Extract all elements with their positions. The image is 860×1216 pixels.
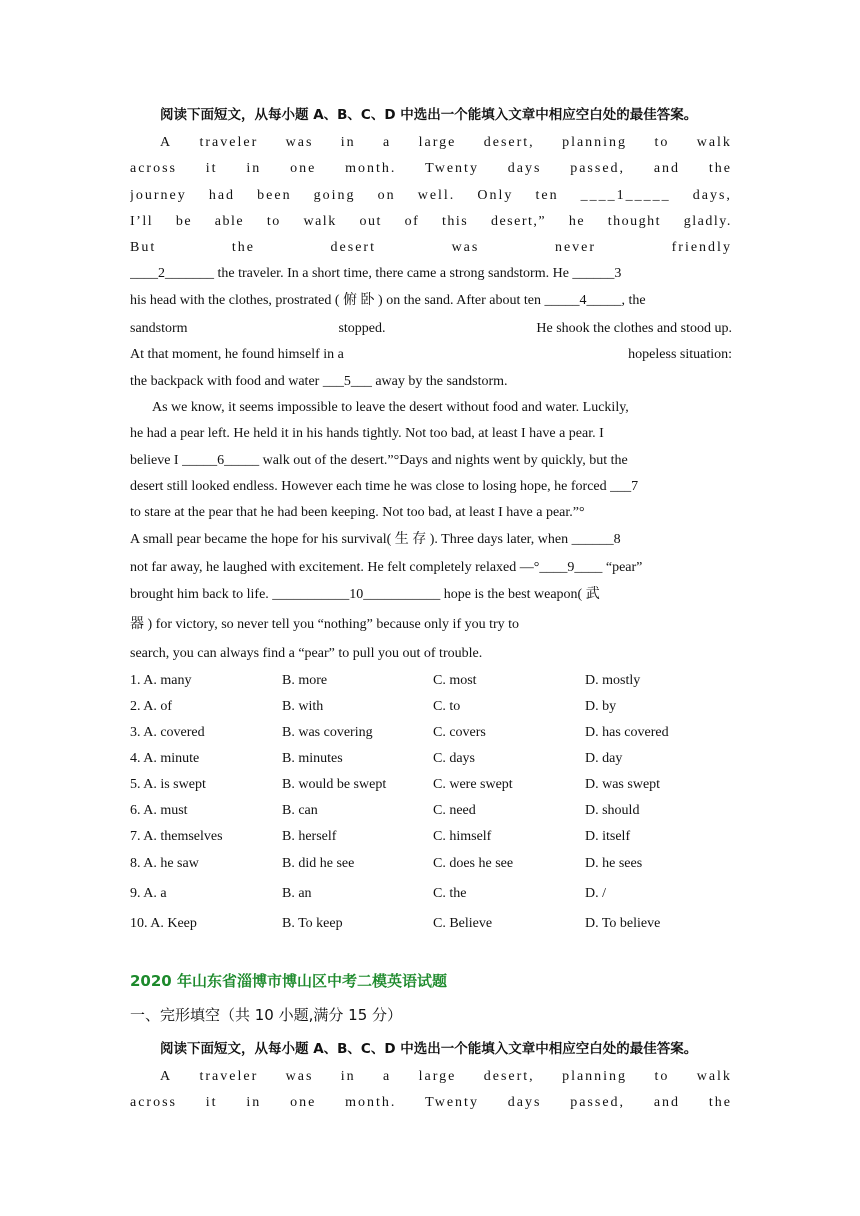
exam-title: 2020 年山东省淄博市博山区中考二模英语试题 bbox=[130, 972, 447, 990]
option-c: C. to bbox=[433, 699, 461, 714]
word: one bbox=[290, 161, 317, 176]
word: the bbox=[708, 1095, 732, 1110]
option-c: C. most bbox=[433, 673, 477, 688]
word: and bbox=[653, 1095, 681, 1110]
word: in bbox=[340, 135, 356, 150]
passage-line-6: ____2_______ the traveler. In a short time, there came a strong sandstorm. He ______3 bbox=[130, 266, 622, 281]
passage-line-15: to stare at the pear that he had been keeping. Not too bad, at least I have a pear.”° bbox=[130, 505, 585, 520]
option-c: C. Believe bbox=[433, 916, 493, 931]
word: across bbox=[130, 161, 177, 176]
option-n: 9. A. a bbox=[130, 886, 167, 901]
word: A bbox=[160, 1069, 173, 1084]
word: walk bbox=[303, 214, 337, 229]
section-title: 一、完形填空（共 10 小题,满分 15 分） bbox=[130, 1006, 403, 1024]
word: A bbox=[160, 135, 173, 150]
option-b: B. was covering bbox=[282, 725, 373, 740]
word: traveler bbox=[199, 1069, 259, 1084]
option-d: D. / bbox=[585, 886, 606, 901]
word: Only bbox=[477, 188, 514, 203]
passage-line-4 bbox=[130, 213, 732, 231]
word: At that moment, he found himself in a bbox=[130, 347, 344, 362]
option-b: B. can bbox=[282, 803, 318, 818]
word: on bbox=[377, 188, 396, 203]
passage-line-10: the backpack with food and water ___5___ away by the sandstorm. bbox=[130, 374, 508, 389]
word: well. bbox=[417, 188, 456, 203]
word: in bbox=[340, 1069, 356, 1084]
passage-line-20: search, you can always find a “pear” to pull you out of trouble. bbox=[130, 646, 483, 661]
word: had bbox=[208, 188, 236, 203]
word: been bbox=[257, 188, 292, 203]
word: never bbox=[554, 240, 597, 255]
word: it bbox=[205, 161, 218, 176]
option-b: B. more bbox=[282, 673, 328, 688]
word: Twenty bbox=[425, 1095, 479, 1110]
option-n: 1. A. many bbox=[130, 673, 192, 688]
option-n: 10. A. Keep bbox=[130, 916, 197, 931]
word: friendly bbox=[671, 240, 732, 255]
option-b: B. did he see bbox=[282, 856, 355, 871]
word: was bbox=[451, 240, 480, 255]
passage-line-2 bbox=[130, 160, 732, 178]
option-c: C. need bbox=[433, 803, 476, 818]
word: thought bbox=[607, 214, 662, 229]
word: to bbox=[654, 1069, 670, 1084]
word: he bbox=[568, 214, 586, 229]
word: a bbox=[383, 135, 392, 150]
word: walk bbox=[696, 1069, 732, 1084]
word: month. bbox=[345, 161, 397, 176]
option-b: B. To keep bbox=[282, 916, 343, 931]
option-b: B. with bbox=[282, 699, 324, 714]
passage-line-7: his head with the clothes, prostrated ( 俯 卧 ) on the sand. After about ten _____4_____, the bbox=[130, 293, 646, 308]
repeat-line-2 bbox=[130, 1094, 732, 1112]
passage-line-9 bbox=[130, 346, 732, 364]
word: was bbox=[285, 1069, 314, 1084]
word: going bbox=[313, 188, 356, 203]
word: desert,” bbox=[490, 214, 547, 229]
option-n: 8. A. he saw bbox=[130, 856, 199, 871]
word: to bbox=[266, 214, 281, 229]
option-n: 7. A. themselves bbox=[130, 829, 223, 844]
word: hopeless situation: bbox=[628, 347, 732, 362]
word: it bbox=[205, 1095, 218, 1110]
word: Twenty bbox=[425, 161, 479, 176]
option-d: D. should bbox=[585, 803, 640, 818]
option-c: C. covers bbox=[433, 725, 486, 740]
word: sandstorm bbox=[130, 321, 188, 336]
word: in bbox=[246, 1095, 262, 1110]
option-c: C. were swept bbox=[433, 777, 513, 792]
passage-line-11: As we know, it seems impossible to leave the desert without food and water. Luckily, bbox=[152, 400, 629, 415]
option-d: D. mostly bbox=[585, 673, 641, 688]
word: was bbox=[285, 135, 314, 150]
word: gladly. bbox=[683, 214, 732, 229]
passage-line-3 bbox=[130, 187, 732, 205]
word: one bbox=[290, 1095, 317, 1110]
option-c: C. does he see bbox=[433, 856, 514, 871]
option-d: D. was swept bbox=[585, 777, 661, 792]
word: But bbox=[130, 240, 157, 255]
option-n: 2. A. of bbox=[130, 699, 172, 714]
word: traveler bbox=[199, 135, 259, 150]
word: stopped. bbox=[338, 321, 386, 336]
option-n: 3. A. covered bbox=[130, 725, 205, 740]
option-c: C. himself bbox=[433, 829, 492, 844]
option-n: 5. A. is swept bbox=[130, 777, 206, 792]
word: days bbox=[507, 1095, 542, 1110]
word: the bbox=[231, 240, 255, 255]
word: month. bbox=[345, 1095, 397, 1110]
word: be bbox=[175, 214, 193, 229]
word: days, bbox=[692, 188, 732, 203]
passage-line-14: desert still looked endless. However each time he was close to losing hope, he forced ___7 bbox=[130, 479, 639, 494]
passage-line-17: not far away, he laughed with excitement. He felt completely relaxed —°____9____ “pear” bbox=[130, 560, 643, 575]
option-d: D. To believe bbox=[585, 916, 661, 931]
word: in bbox=[246, 161, 262, 176]
word: desert, bbox=[483, 135, 535, 150]
passage-line-18: brought him back to life. ___________10___________ hope is the best weapon( 武 bbox=[130, 587, 600, 602]
word: planning bbox=[562, 1069, 628, 1084]
word: passed, bbox=[570, 1095, 626, 1110]
passage-line-16: A small pear became the hope for his survival( 生 存 ). Three days later, when ______8 bbox=[130, 532, 621, 547]
word: passed, bbox=[570, 161, 626, 176]
word: this bbox=[441, 214, 469, 229]
option-b: B. minutes bbox=[282, 751, 343, 766]
option-c: C. the bbox=[433, 886, 467, 901]
word: and bbox=[653, 161, 681, 176]
word: across bbox=[130, 1095, 177, 1110]
word: desert bbox=[330, 240, 376, 255]
option-b: B. an bbox=[282, 886, 312, 901]
passage-line-13: believe I _____6_____ walk out of the desert.”°Days and nights went by quickly, but the bbox=[130, 453, 628, 468]
word: of bbox=[404, 214, 420, 229]
instruction-repeat: 阅读下面短文，从每小题 A、B、C、D 中选出一个能填入文章中相应空白处的最佳答案。 bbox=[160, 1041, 698, 1057]
passage-line-12: he had a pear left. He held it in his hands tightly. Not too bad, at least I have a pear. I bbox=[130, 426, 604, 441]
instruction: 阅读下面短文，从每小题 A、B、C、D 中选出一个能填入文章中相应空白处的最佳答案。 bbox=[160, 107, 698, 123]
word: able bbox=[214, 214, 245, 229]
word: large bbox=[418, 1069, 457, 1084]
option-d: D. by bbox=[585, 699, 617, 714]
option-b: B. would be swept bbox=[282, 777, 387, 792]
word: journey bbox=[130, 188, 187, 203]
option-d: D. he sees bbox=[585, 856, 643, 871]
word: to bbox=[654, 135, 670, 150]
word: He shook the clothes and stood up. bbox=[536, 321, 732, 336]
word: the bbox=[708, 161, 732, 176]
passage-line-19: 器 ) for victory, so never tell you “nothing” because only if you try to bbox=[130, 617, 520, 632]
word: a bbox=[383, 1069, 392, 1084]
word: days bbox=[507, 161, 542, 176]
option-c: C. days bbox=[433, 751, 475, 766]
option-n: 6. A. must bbox=[130, 803, 188, 818]
word: walk bbox=[696, 135, 732, 150]
passage-line-5 bbox=[130, 239, 732, 257]
option-b: B. herself bbox=[282, 829, 337, 844]
word: I’ll bbox=[130, 214, 154, 229]
word: large bbox=[418, 135, 457, 150]
option-d: D. has covered bbox=[585, 725, 669, 740]
passage-line-8 bbox=[130, 320, 732, 338]
option-n: 4. A. minute bbox=[130, 751, 200, 766]
repeat-line-1 bbox=[160, 1068, 732, 1086]
option-d: D. day bbox=[585, 751, 623, 766]
word: desert, bbox=[483, 1069, 535, 1084]
word: ____1_____ bbox=[580, 188, 671, 203]
passage-line-1 bbox=[160, 134, 732, 152]
word: planning bbox=[562, 135, 628, 150]
option-d: D. itself bbox=[585, 829, 631, 844]
word: ten bbox=[535, 188, 559, 203]
word: out bbox=[359, 214, 382, 229]
